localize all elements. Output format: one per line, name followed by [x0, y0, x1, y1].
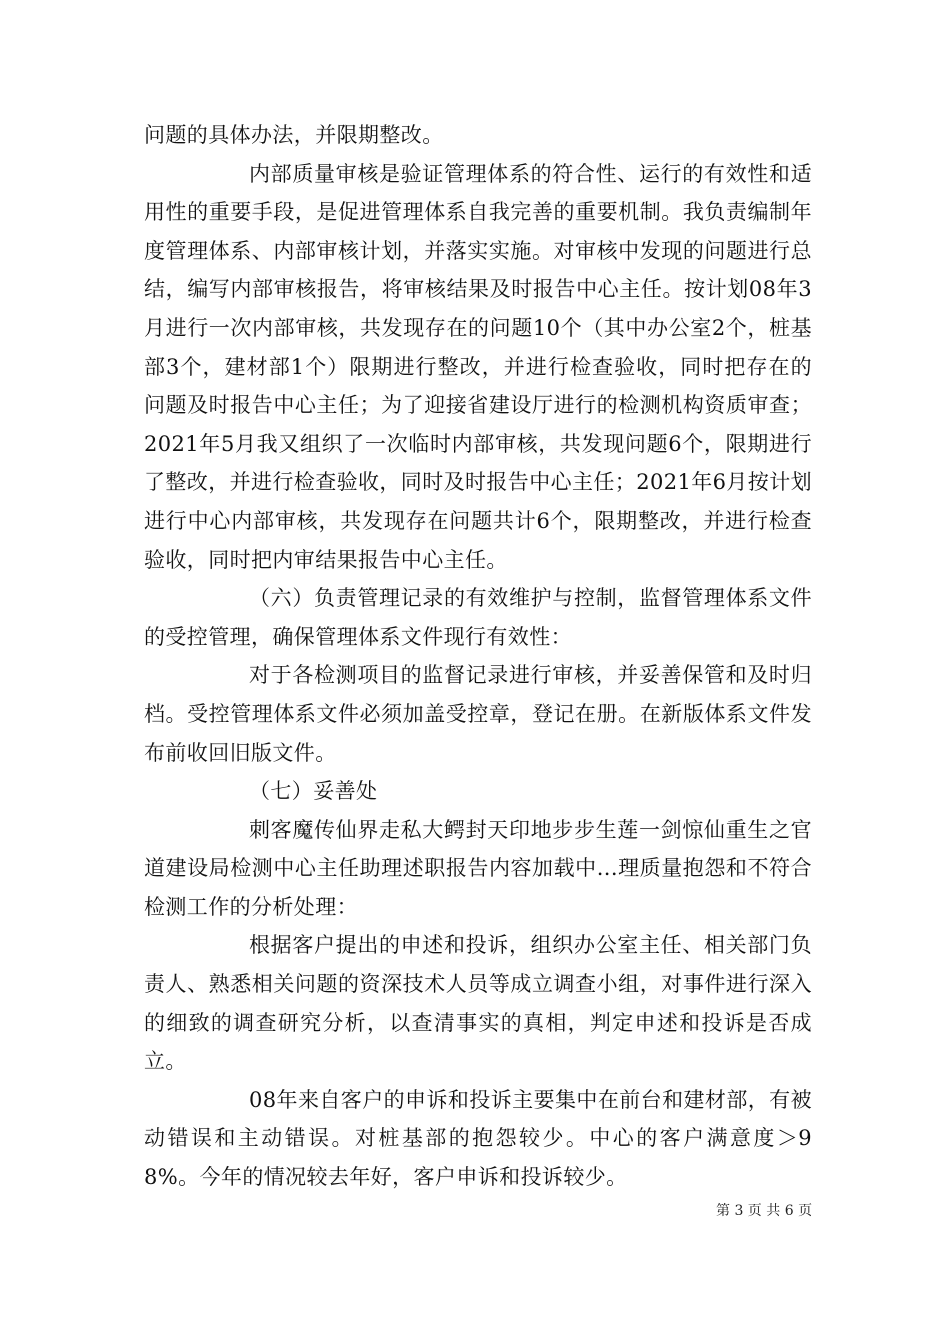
paragraph: 08年来自客户的申诉和投诉主要集中在前台和建材部，有被动错误和主动错误。对桩基部的抱怨较少。中心的客户满意度＞98%。今年的情况较去年好，客户申诉和投诉较少。	[144, 1087, 812, 1190]
paragraph: 刺客魔传仙界走私大鳄封天印地步步生莲一剑惊仙重生之官道建设局检测中心主任助理述职报告内容加载中...理质量抱怨和不符合检测工作的分析处理：	[144, 817, 812, 919]
paragraph: 根据客户提出的申述和投诉，组织办公室主任、相关部门负责人、熟悉相关问题的资深技术人员等成立调查小组，对事件进行深入的细致的调查研究分析，以查清事实的真相，判定申述和投诉是否成立。	[144, 933, 812, 1074]
paragraph: 对于各检测项目的监督记录进行审核，并妥善保管和及时归档。受控管理体系文件必须加盖受控章，登记在册。在新版体系文件发布前收回旧版文件。	[144, 663, 812, 765]
body-text	[144, 116, 812, 1197]
paragraph: （六）负责管理记录的有效维护与控制，监督管理体系文件的受控管理，确保管理体系文件现行有效性：	[144, 586, 812, 649]
paragraph: 内部质量审核是验证管理体系的符合性、运行的有效性和适用性的重要手段，是促进管理体系自我完善的重要机制。我负责编制年度管理体系、内部审核计划，并落实实施。对审核中发现的问题进行总结，编写内部审核报告，将审核结果及时报告中心主任。按计划08年3月进行一次内部审核，共发现存在的问题10个（其中办公室2个，桩基部3个，建材部1个）限期进行整改，并进行检查验收，同时把存在的问题及时报告中心主任；为了迎接省建设厅进行的检测机构资质审查；2021年5月我又组织了一次临时内部审核，共发现问题6个，限期进行了整改，并进行检查验收，同时及时报告中心主任；2021年6月按计划进行中心内部审核，共发现存在问题共计6个，限期整改，并进行检查验收，同时把内审结果报告中心主任。	[144, 161, 813, 572]
paragraph: 问题的具体办法，并限期整改。	[144, 123, 444, 147]
paragraph: （七）妥善处	[249, 779, 378, 804]
page-number: 第 3 页 共 6 页	[716, 1203, 813, 1219]
